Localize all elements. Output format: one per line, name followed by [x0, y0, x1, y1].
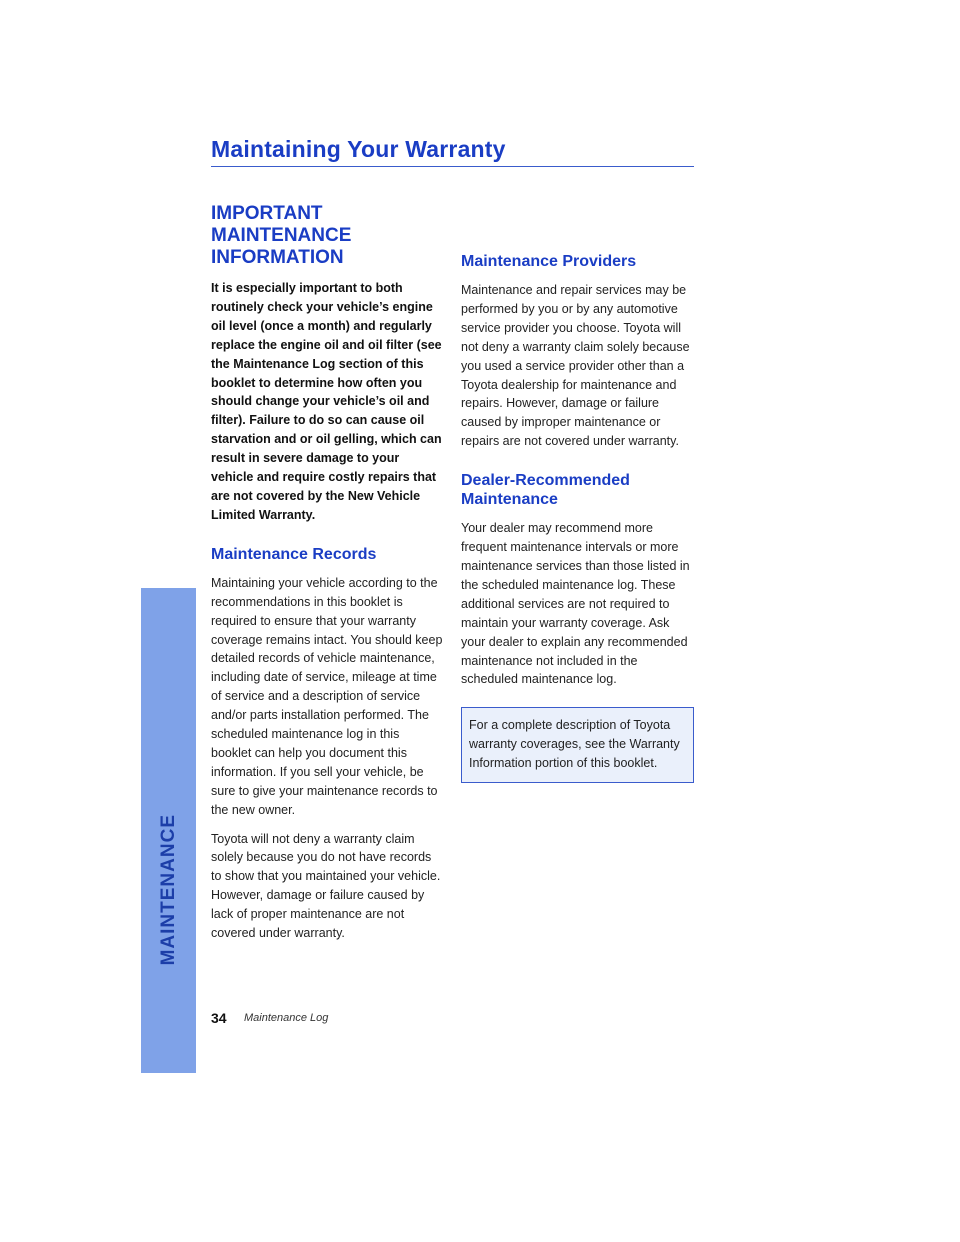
page-number: 34 [211, 1010, 227, 1026]
footer-section-label: Maintenance Log [244, 1012, 329, 1024]
dealer-recommended-heading: Dealer-Recommended Maintenance [461, 472, 630, 509]
dealer-recommended-paragraph: Your dealer may recommend more frequent maintenance intervals or more maintenance services than those listed in the scheduled maintenance log. These additional services are not required to maintain your warranty coverage. Ask your dealer to explain any recommended maintenance not included in the scheduled maintenance log. [461, 521, 690, 687]
important-maintenance-heading: IMPORTANT MAINTENANCE INFORMATION [211, 203, 352, 268]
page-title: Maintaining Your Warranty [211, 136, 506, 162]
side-tab-label: MAINTENANCE [157, 813, 179, 965]
side-tab-label-wrap [141, 588, 196, 1073]
warranty-note-text: For a complete description of Toyota warranty coverages, see the Warranty Information portion of this booklet. [469, 718, 680, 771]
maintenance-providers-paragraph: Maintenance and repair services may be performed by you or by any automotive service provider you choose. Toyota will not deny a warranty claim solely because you used a service provider other than a Toyota dealership for maintenance and repairs. However, damage or failure caused by improper maintenance or repairs are not covered under warranty. [461, 283, 690, 449]
maintenance-records-heading: Maintenance Records [211, 545, 377, 563]
important-maintenance-intro: It is especially important to both routinely check your vehicle’s engine oil level (once a month) and regularly replace the engine oil and oil filter (see the Maintenance Log section of this booklet to determine how often you should change your vehicle’s oil and filter). Failure to do so can cause oil starvation and or oil gelling, which can result in severe damage to your vehicle and require costly repairs that are not covered by the New Vehicle Limited Warranty. [211, 281, 442, 522]
maintenance-records-paragraph-2: Toyota will not deny a warranty claim solely because you do not have records to show that you maintained your vehicle. However, damage or failure caused by lack of proper maintenance are not covered under warranty. [211, 831, 441, 941]
maintenance-records-paragraph-1: Maintaining your vehicle according to the recommendations in this booklet is required to ensure that your warranty coverage remains intact. You should keep detailed records of vehicle maintenance, including date of service, mileage at time of service and a description of service and/or parts installation performed. The scheduled maintenance log in this booklet can help you document this information. If you sell your vehicle, be sure to give your maintenance records to the new owner. [211, 575, 443, 817]
warranty-note-box [461, 707, 694, 783]
maintenance-providers-heading: Maintenance Providers [461, 253, 637, 270]
left-column [211, 203, 443, 943]
title-divider [211, 166, 694, 167]
right-column [461, 252, 694, 783]
